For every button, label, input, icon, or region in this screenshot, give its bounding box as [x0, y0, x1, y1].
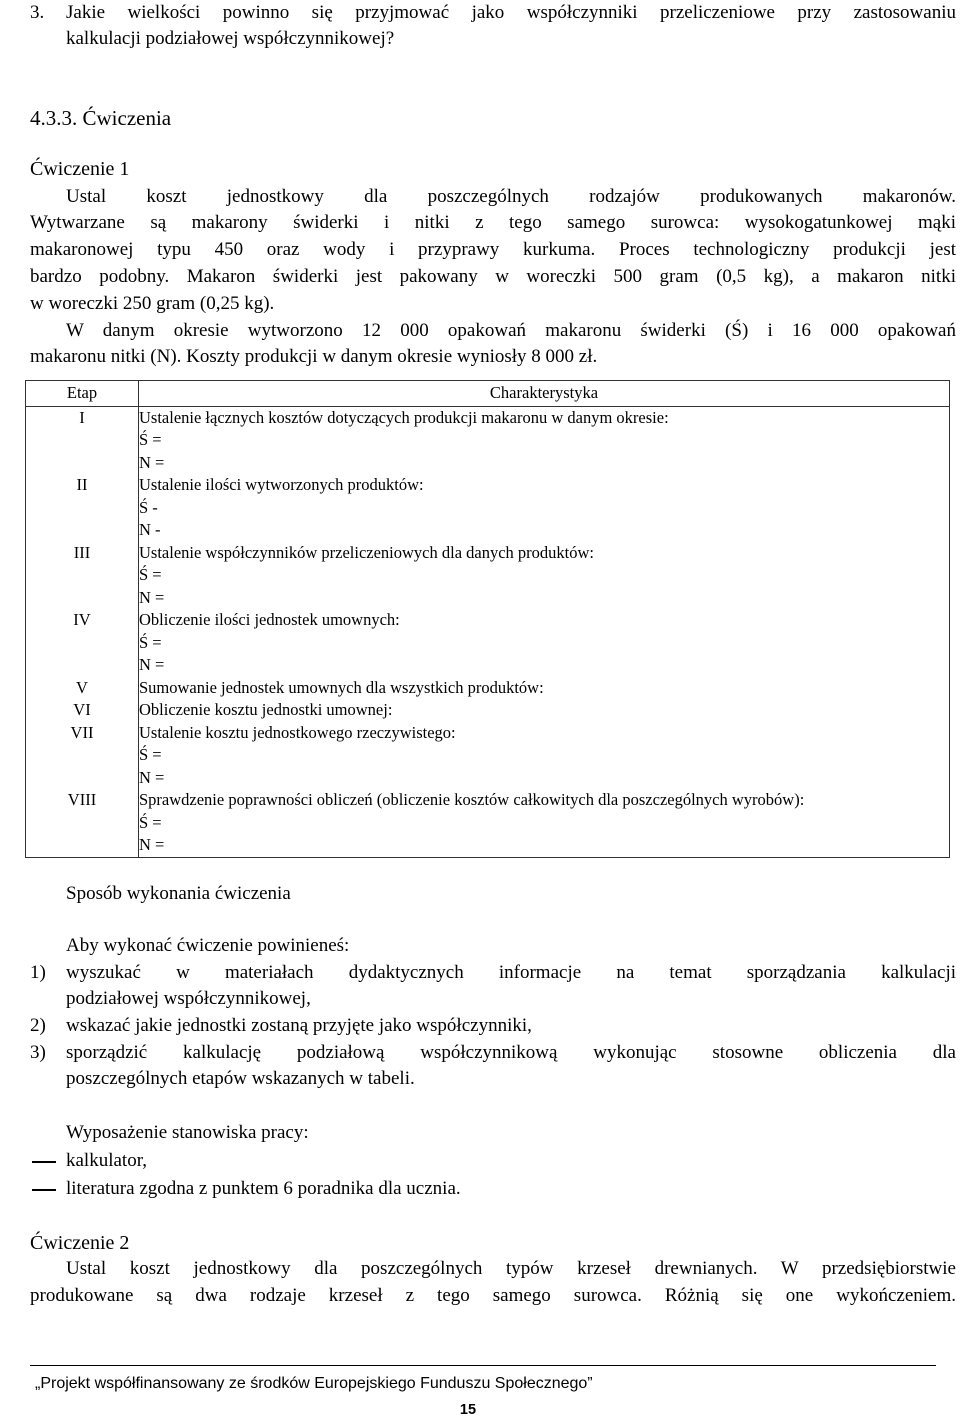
- characteristics-line: Ś =: [139, 565, 162, 584]
- step-2-line-1: wskazać jakie jednostki zostaną przyjęte jako współczynniki,: [66, 1015, 532, 1036]
- characteristics-cell: [139, 677, 950, 700]
- characteristics-line: N =: [139, 767, 165, 787]
- table-row: [26, 699, 950, 722]
- characteristics-line: Ś =: [139, 812, 162, 832]
- table-header-row: [26, 381, 950, 407]
- characteristics-cell: [139, 542, 950, 610]
- footer-text: „Projekt współfinansowany ze środków Europejskiego Funduszu Społecznego”: [35, 1375, 593, 1392]
- step-3-line-1: sporządzić kalkulację podziałową współczynnikową wykonując stosowne obliczenia dla: [66, 1042, 956, 1063]
- characteristics-line: Ustalenie kosztu jednostkowego rzeczywistego:: [139, 722, 456, 742]
- characteristics-line: N =: [139, 452, 165, 472]
- characteristics-cell: [139, 699, 950, 722]
- etap-cell: II: [26, 474, 139, 542]
- characteristics-line: Ś =: [139, 632, 162, 652]
- footer-rule: [30, 1365, 936, 1366]
- header-characteristics: Charakterystyka: [139, 381, 950, 407]
- page-number: 15: [459, 1402, 477, 1418]
- table-row: [26, 474, 950, 542]
- exercise-1-p1-line-5: w woreczki 250 gram (0,25 kg).: [30, 293, 275, 314]
- question-line-2: kalkulacji podziałowej współczynnikowej?: [66, 28, 395, 49]
- dash-bullet-icon: [32, 1161, 56, 1163]
- method-title: Sposób wykonania ćwiczenia: [66, 883, 291, 904]
- characteristics-line: Ś =: [139, 430, 162, 449]
- stages-table: [25, 380, 950, 858]
- exercise-1-p1-line-1: Ustal koszt jednostkowy dla poszczególnych rodzajów produkowanych makaronów.: [66, 186, 956, 207]
- header-etap: Etap: [26, 381, 139, 407]
- exercise-2-title: Ćwiczenie 2: [30, 1232, 130, 1254]
- dash-bullet-icon: [32, 1189, 56, 1191]
- etap-cell: VIII: [26, 789, 139, 857]
- characteristics-line: Obliczenie kosztu jednostki umownej:: [139, 700, 393, 719]
- etap-cell: VI: [26, 699, 139, 722]
- step-1-number: 1): [30, 962, 46, 983]
- exercise-1-title: Ćwiczenie 1: [30, 158, 130, 180]
- step-1-line-2: podziałowej współczynnikowej,: [66, 988, 311, 1009]
- characteristics-line: N =: [139, 655, 165, 674]
- characteristics-line: Sprawdzenie poprawności obliczeń (obliczenie kosztów całkowitych dla poszczególnych wyrobów):: [139, 790, 805, 809]
- step-2-number: 2): [30, 1015, 46, 1036]
- table-row: [26, 789, 950, 857]
- etap-cell: V: [26, 677, 139, 700]
- table-row: [26, 609, 950, 677]
- equipment-item-1: kalkulator,: [66, 1150, 148, 1171]
- characteristics-line: Ustalenie współczynników przeliczeniowych dla danych produktów:: [139, 542, 594, 562]
- characteristics-line: Ś -: [139, 497, 158, 517]
- section-title: 4.3.3. Ćwiczenia: [30, 106, 172, 130]
- characteristics-line: Sumowanie jednostek umownych dla wszystkich produktów:: [139, 677, 544, 697]
- table-row: [26, 542, 950, 610]
- exercise-1-p2-line-1: W danym okresie wytworzono 12 000 opakowań makaronu świderki (Ś) i 16 000 opakowań: [66, 320, 956, 341]
- characteristics-line: N =: [139, 587, 165, 607]
- table-row: [26, 722, 950, 790]
- characteristics-cell: [139, 474, 950, 542]
- exercise-1-p1-line-2: Wytwarzane są makarony świderki i nitki z tego samego surowca: wysokogatunkowej mąki: [30, 212, 956, 233]
- etap-cell: IV: [26, 609, 139, 677]
- characteristics-line: N -: [139, 520, 161, 539]
- characteristics-line: Ś =: [139, 745, 162, 764]
- table-row: [26, 406, 950, 474]
- equipment-item-2: literatura zgodna z punktem 6 poradnika dla ucznia.: [66, 1178, 461, 1199]
- characteristics-cell: [139, 609, 950, 677]
- characteristics-line: Ustalenie ilości wytworzonych produktów:: [139, 475, 424, 494]
- characteristics-cell: [139, 722, 950, 790]
- step-1-line-1: wyszukać w materiałach dydaktycznych informacje na temat sporządzania kalkulacji: [66, 962, 956, 983]
- exercise-2-line-2: produkowane są dwa rodzaje krzeseł z tego samego surowca. Różnią się one wykończeniem.: [30, 1285, 956, 1306]
- characteristics-cell: [139, 406, 950, 474]
- etap-cell: VII: [26, 722, 139, 790]
- characteristics-line: Obliczenie ilości jednostek umownych:: [139, 610, 400, 629]
- equipment-title: Wyposażenie stanowiska pracy:: [66, 1122, 309, 1143]
- characteristics-line: Ustalenie łącznych kosztów dotyczących produkcji makaronu w danym okresie:: [139, 407, 669, 427]
- exercise-2-line-1: Ustal koszt jednostkowy dla poszczególnych typów krzeseł drewnianych. W przedsiębiorstwie: [66, 1258, 956, 1279]
- etap-cell: I: [26, 406, 139, 474]
- exercise-1-p1-line-3: makaronowej typu 450 oraz wody i przyprawy kurkuma. Proces technologiczny produkcji jest: [30, 239, 956, 260]
- characteristics-line: N =: [139, 835, 165, 854]
- etap-cell: III: [26, 542, 139, 610]
- step-3-number: 3): [30, 1042, 46, 1063]
- table-row: [26, 677, 950, 700]
- method-intro: Aby wykonać ćwiczenie powinieneś:: [66, 935, 350, 956]
- exercise-1-p2-line-2: makaronu nitki (N). Koszty produkcji w danym okresie wyniosły 8 000 zł.: [30, 346, 598, 367]
- question-line-1: Jakie wielkości powinno się przyjmować jako współczynniki przeliczeniowe przy zastosowaniu: [66, 2, 956, 23]
- step-3-line-2: poszczególnych etapów wskazanych w tabeli.: [66, 1068, 415, 1089]
- characteristics-cell: [139, 789, 950, 857]
- question-number: 3.: [30, 2, 45, 23]
- exercise-1-p1-line-4: bardzo podobny. Makaron świderki jest pakowany w woreczki 500 gram (0,5 kg), a makaron nitki: [30, 266, 956, 287]
